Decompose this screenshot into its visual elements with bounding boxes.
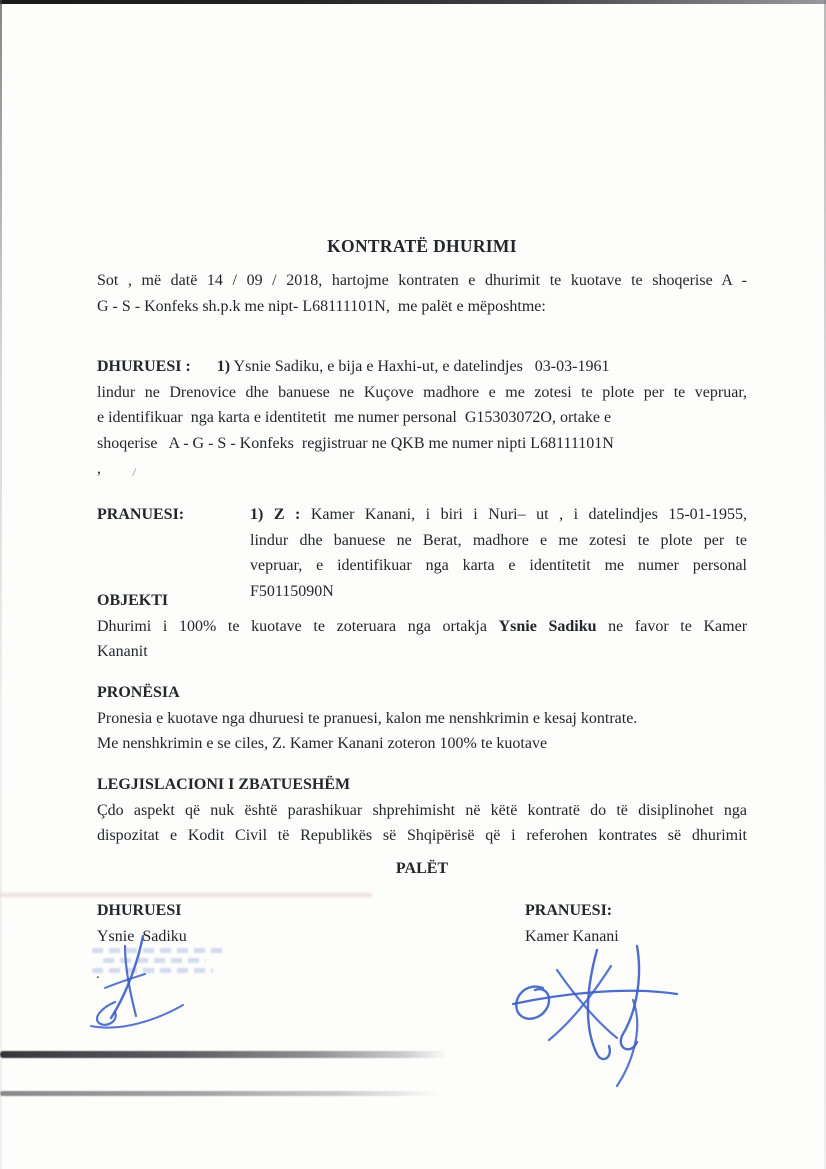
signature-stroke [549,966,611,1040]
donor-label: DHURUESI : [97,358,191,375]
stray-comma: , [97,460,101,477]
recipient-line-1-text: Kamer Kanani, i biri i Nuri– ut , i datelindjes 15-01-1955, [300,506,748,523]
recipient-label: PRANUESI: [97,506,185,523]
signature-stroke [588,950,610,1059]
ownership-line-2: Me nenshkrimin e se ciles, Z. Kamer Kanani zoteron 100% te kuotave [97,735,548,752]
stray-period: . [96,966,100,982]
signature-stroke [105,974,145,988]
object-line-1-post: ne favor te Kamer [596,617,748,635]
parties-heading: PALËT [395,860,449,877]
scan-artifact-top-edge [0,0,826,4]
intro-paragraph [97,268,747,319]
object-line-2: Kananit [97,643,148,660]
ownership-line-1: Pronesia e kuotave nga dhuruesi te pranuesi, kalon me nenshkrimin e kesaj kontrate. [97,709,638,727]
law-line-2: dispozitat e Kodit Civil të Republikës së Shqipërisë që i referohen kontrates së dhurimit [97,827,747,844]
document-title: KONTRATË DHURIMI [327,236,517,256]
scan-artifact-bottom-bar-1 [0,1051,448,1058]
recipient-line-2: lindur dhe banuese ne Berat, madhore e me zotesi te plote per te [250,531,747,549]
recipient-signature-ink [505,938,690,1088]
object-heading: OBJEKTI [97,592,169,609]
donor-line-4: shoqerise A - G - S - Konfeks regjistruar ne QKB me numer nipti L68111101N [97,434,614,452]
object-line-1 [97,614,747,640]
donor-signature-ink [85,930,235,1042]
signature-right-role: PRANUESI: [525,902,613,919]
signature-right-name: Kamer Kanani [525,927,619,945]
intro-line-2: G - S - Konfeks sh.p.k me nipt- L68111101N, me palët e mëposhtme: [97,297,546,315]
scan-artifact-faint-smudge [0,893,372,897]
ownership-heading: PRONËSIA [97,684,180,701]
object-line-1-pre: Dhurimi i 100% te kuotave te zoteruara nga ortakja [97,617,499,635]
object-line-1-bold: Ysnie Sadiku [498,617,597,635]
donor-line-1 [97,354,747,380]
recipient-line-1 [250,502,747,528]
donor-line-3: e identifikuar nga karta e identitetit me numer personal G15303072O, ortake e [97,409,612,426]
donor-item-marker: 1) [216,358,231,375]
recipient-lead: 1) Z : [250,506,301,523]
object-section [97,588,747,665]
signature-stroke [513,991,677,1004]
law-heading: LEGJISLACIONI I ZBATUESHËM [97,776,351,793]
law-section [97,772,747,849]
recipient-line-4: F50115090N [250,582,334,600]
signature-left-name: Ysnie Sadiku [97,927,187,945]
donor-paragraph [97,354,747,456]
ownership-section [97,680,747,757]
recipient-line-3: vepruar, e identifikuar nga karta e identitetit me numer personal [250,557,747,574]
donor-line-2: lindur ne Drenovice dhe banuese ne Kuçove madhore e me zotesi te plote per te vepruar, [97,383,747,401]
law-line-1: Çdo aspekt që nuk është parashikuar shprehimisht në këtë kontratë do të disiplinohet nga [97,801,747,819]
scan-artifact-bottom-bar-2 [0,1091,442,1096]
intro-line-1: Sot , më datë 14 / 09 / 2018, hartojme kontraten e dhurimit te kuotave te shoqerise A - [97,272,747,289]
scan-artifact-left-edge [0,0,2,1169]
donor-line-1-text: Ysnie Sadiku, e bija e Haxhi-ut, e datelindjes 03-03-1961 [230,358,610,375]
signature-left-role: DHURUESI [97,902,182,919]
